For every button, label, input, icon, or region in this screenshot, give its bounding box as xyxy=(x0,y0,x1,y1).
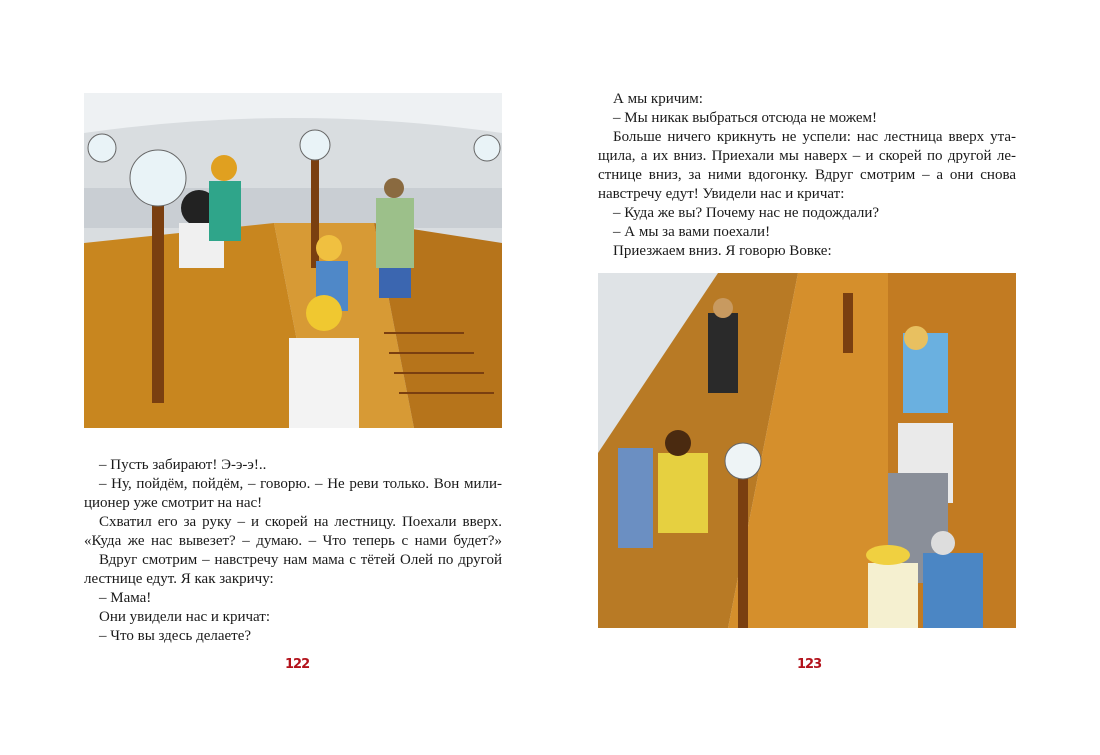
text-line: Вдруг смотрим – навстречу нам мама с тётей Олей по другой xyxy=(99,552,502,568)
text-line: Приезжаем вниз. Я говорю Вовке: xyxy=(613,243,832,259)
illustration-escalator-crowd xyxy=(598,273,1016,628)
text-line: Они увидели нас и кричат: xyxy=(99,609,271,625)
right-page-text xyxy=(598,90,1016,261)
text-line: стнице вниз, за ними вдогонку. Вдруг смотрим – а они снова xyxy=(598,167,1016,183)
text-line: – Ну, пойдём, пойдём, – говорю. – Не реви только. Вон мили- xyxy=(99,476,502,492)
text-line: ционер уже смотрит на нас! xyxy=(84,495,263,511)
page-number-left: 122 xyxy=(285,657,310,672)
text-line: – А мы за вами поехали! xyxy=(613,224,771,240)
page-number-right: 123 xyxy=(797,657,822,672)
left-page-text xyxy=(84,456,502,646)
text-line: щила, а их вниз. Приехали мы наверх – и скорей по другой ле- xyxy=(598,148,1016,164)
text-line: – Куда же вы? Почему нас не подождали? xyxy=(613,205,880,221)
text-line: Схватил его за руку – и скорей на лестницу. Поехали вверх. xyxy=(99,514,502,530)
text-line: Больше ничего крикнуть не успели: нас лестница вверх ута- xyxy=(613,129,1016,145)
text-line: лестнице едут. Я как закричу: xyxy=(84,571,274,587)
text-line: – Мы никак выбраться отсюда не можем! xyxy=(613,110,878,126)
text-line: – Пусть забирают! Э-э-э!.. xyxy=(99,457,267,473)
text-line: – Что вы здесь делаете? xyxy=(99,628,252,644)
illustration-escalator-up xyxy=(84,93,502,428)
text-line: «Куда же нас вывезет? – думаю. – Что теперь с нами будет?» xyxy=(84,533,502,549)
text-line: навстречу едут! Увидели нас и кричат: xyxy=(598,186,845,202)
text-line: – Мама! xyxy=(99,590,152,606)
text-line: А мы кричим: xyxy=(613,91,703,107)
